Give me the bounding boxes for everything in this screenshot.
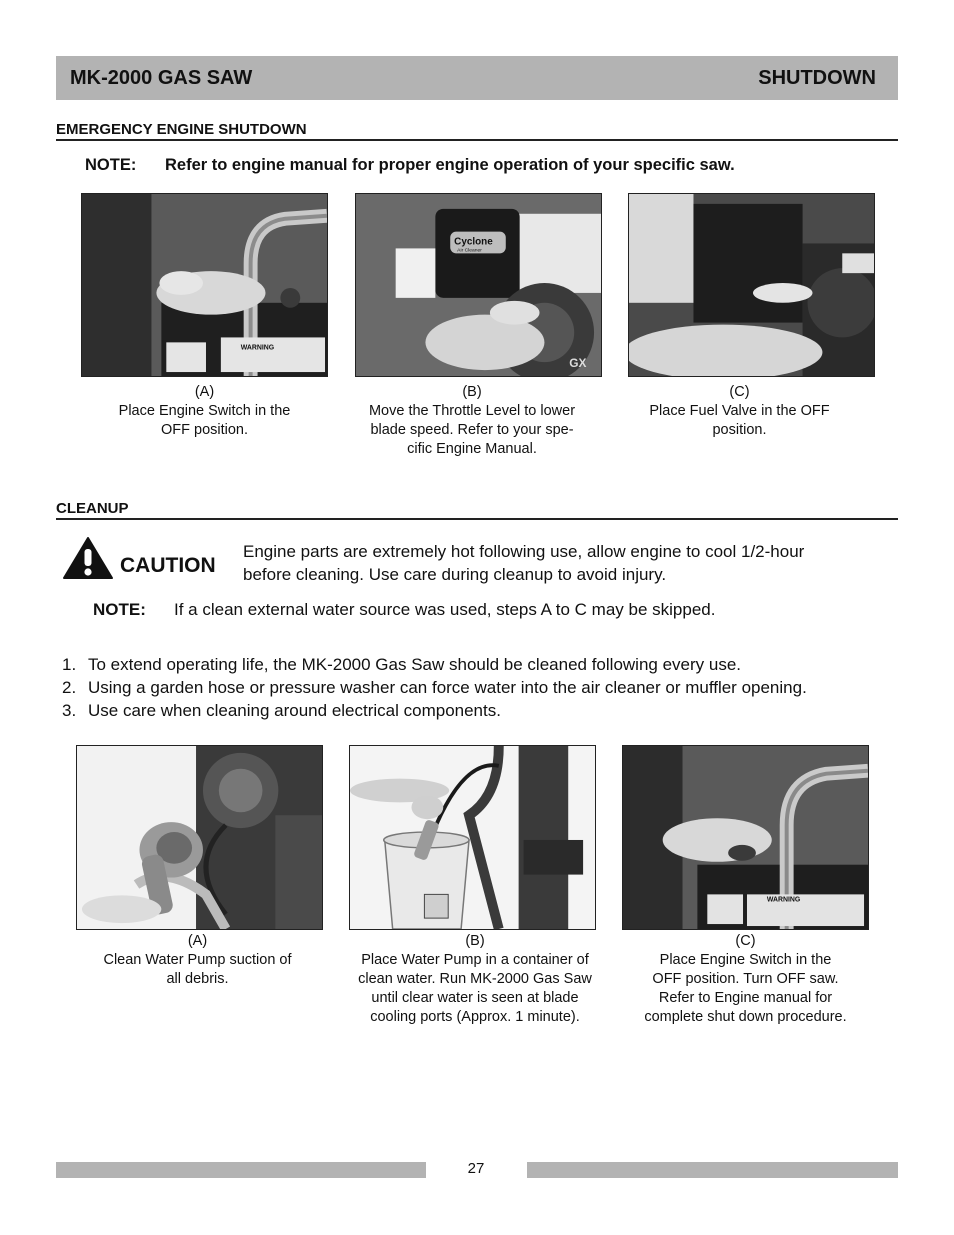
photo-engine-switch-off bbox=[622, 745, 869, 930]
caption-b-bottom bbox=[342, 932, 608, 1027]
emergency-note bbox=[85, 156, 735, 175]
caption-letter: (B) bbox=[465, 933, 485, 949]
caption-line: until clear water is seen at blade bbox=[371, 990, 579, 1006]
header-bar bbox=[56, 56, 898, 100]
caption-line: OFF position. bbox=[160, 422, 249, 438]
step-number: 2. bbox=[62, 678, 77, 697]
note-text: If a clean external water source was used, steps A to C may be skipped. bbox=[174, 600, 716, 619]
cleanup-steps bbox=[62, 653, 807, 722]
caption-line: Refer to Engine manual for bbox=[658, 990, 833, 1006]
warning-label: WARNING bbox=[766, 896, 801, 904]
caption-line: Place Water Pump in a container of bbox=[361, 952, 589, 968]
air-cleaner-label: Air Cleaner bbox=[457, 248, 482, 254]
caption-line: cific Engine Manual. bbox=[407, 441, 537, 457]
note-label: NOTE: bbox=[85, 156, 137, 174]
caption-line: blade speed. Refer to your spe- bbox=[370, 422, 574, 438]
caution-text bbox=[243, 540, 883, 586]
caption-line: position. bbox=[712, 422, 767, 438]
caption-line: all debris. bbox=[166, 971, 229, 987]
photo-engine-switch bbox=[81, 193, 328, 377]
list-item bbox=[62, 676, 807, 699]
caution-block bbox=[62, 536, 232, 580]
step-number: 1. bbox=[62, 655, 77, 674]
caption-b-top bbox=[342, 383, 602, 459]
footer-bar-right bbox=[527, 1162, 898, 1178]
caption-letter: (B) bbox=[462, 384, 482, 400]
photo-fuel-valve bbox=[628, 193, 875, 377]
caption-line: clean water. Run MK-2000 Gas Saw bbox=[358, 971, 592, 987]
warning-triangle-icon bbox=[62, 536, 114, 580]
footer-bar-left bbox=[56, 1162, 426, 1178]
list-item bbox=[62, 699, 807, 722]
step-text: Using a garden hose or pressure washer can force water into the air cleaner or muffler opening. bbox=[88, 678, 807, 697]
page-number: 27 bbox=[467, 1160, 485, 1177]
caption-line: Move the Throttle Level to lower bbox=[368, 403, 576, 419]
photo-throttle bbox=[355, 193, 602, 377]
caption-line: Place Engine Switch in the bbox=[118, 403, 291, 419]
caption-a-bottom bbox=[76, 932, 319, 989]
step-number: 3. bbox=[62, 701, 77, 720]
caption-c-bottom bbox=[622, 932, 869, 1027]
gx-label: GX bbox=[569, 356, 587, 371]
list-item bbox=[62, 653, 807, 676]
manual-title: MK-2000 GAS SAW bbox=[70, 66, 253, 89]
photo-pump-bucket bbox=[349, 745, 596, 930]
cyclone-label: Cyclone bbox=[454, 236, 493, 248]
caution-line: before cleaning. Use care during cleanup to avoid injury. bbox=[243, 565, 667, 584]
caution-line: Engine parts are extremely hot following use, allow engine to cool 1/2-hour bbox=[243, 542, 805, 561]
photo-pump-suction bbox=[76, 745, 323, 930]
cleanup-note bbox=[93, 600, 715, 620]
caption-c-top bbox=[616, 383, 863, 440]
caption-letter: (A) bbox=[187, 933, 208, 949]
caption-line: OFF position. Turn OFF saw. bbox=[652, 971, 839, 987]
emergency-heading: EMERGENCY ENGINE SHUTDOWN bbox=[56, 121, 898, 141]
step-text: To extend operating life, the MK-2000 Gas Saw should be cleaned following every use. bbox=[88, 655, 742, 674]
section-title: SHUTDOWN bbox=[758, 66, 876, 89]
note-text: Refer to engine manual for proper engine operation of your specific saw. bbox=[165, 156, 735, 174]
caution-label: CAUTION bbox=[120, 554, 216, 577]
warning-label: WARNING bbox=[240, 344, 275, 352]
caption-line: Clean Water Pump suction of bbox=[103, 952, 292, 968]
caption-a-top bbox=[81, 383, 328, 440]
note-label: NOTE: bbox=[93, 600, 146, 619]
caption-letter: (A) bbox=[194, 384, 215, 400]
caption-line: complete shut down procedure. bbox=[644, 1009, 847, 1025]
caption-line: Place Engine Switch in the bbox=[659, 952, 832, 968]
cleanup-heading: CLEANUP bbox=[56, 500, 898, 520]
caption-letter: (C) bbox=[735, 933, 756, 949]
step-text: Use care when cleaning around electrical components. bbox=[88, 701, 501, 720]
caption-letter: (C) bbox=[729, 384, 750, 400]
caption-line: Place Fuel Valve in the OFF bbox=[649, 403, 830, 419]
caption-line: cooling ports (Approx. 1 minute). bbox=[370, 1009, 580, 1025]
